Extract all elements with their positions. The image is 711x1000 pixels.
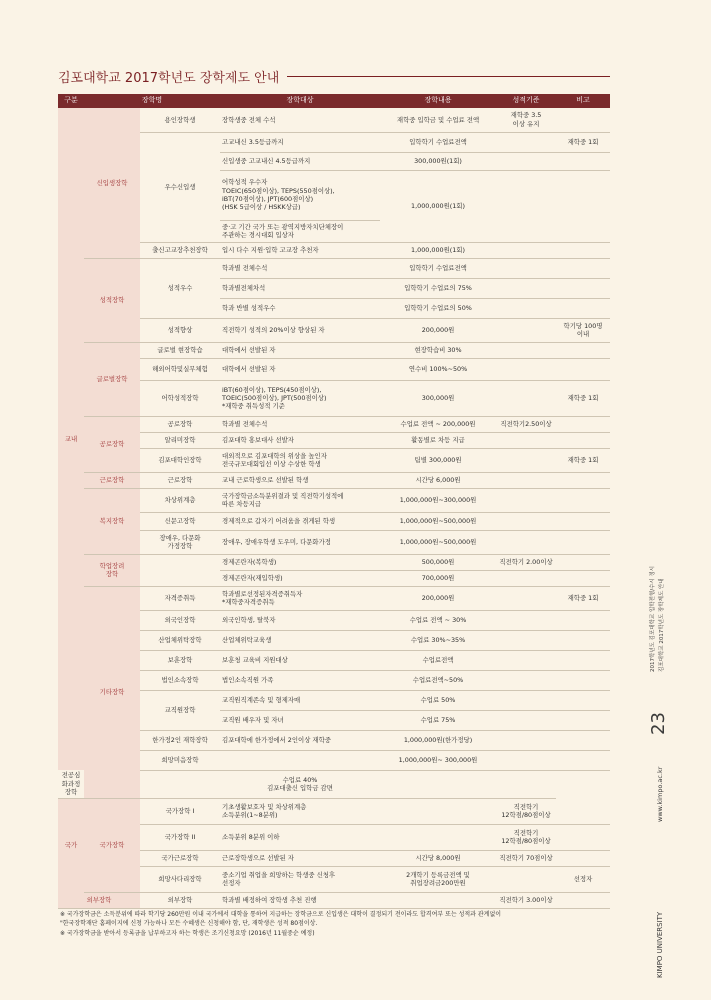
- row-note: [556, 610, 610, 630]
- row-content: 수업료 전액 ~ 30%: [380, 610, 496, 630]
- row-target: 학과별 전체수석: [220, 258, 380, 278]
- row-target: 보훈청 교육비 지원대상: [220, 650, 380, 670]
- row-content: [380, 892, 496, 908]
- row-name: 어학성적장학: [140, 380, 220, 416]
- row-note: [556, 650, 610, 670]
- footnote: "한국장학재단 홈페이지에 신청 가능하나 모든 수혜생은 신청해야 함, 단, 재학생은 성적 80점이상.: [60, 920, 318, 928]
- row-note: [556, 570, 610, 586]
- row-note: [556, 750, 610, 770]
- row-grade: [496, 152, 556, 170]
- row-target: 직전학기 성적의 20%이상 향상된 자: [220, 318, 380, 342]
- row-content: 수업료 40% 김포대출신 입학금 감면: [220, 770, 380, 798]
- row-grade: [496, 710, 556, 730]
- row-name: 전공심화과정장학: [58, 770, 84, 798]
- row-grade: [496, 586, 556, 610]
- row-note: [556, 670, 610, 690]
- row-name: 해외어학및실무체험: [140, 358, 220, 380]
- row-content: 700,000원: [380, 570, 496, 586]
- row-grade: [496, 570, 556, 586]
- row-content: 입학학기 수업료전액: [380, 258, 496, 278]
- category-ipsin: 신입생장학: [84, 108, 140, 258]
- group-gukga: 국가: [58, 798, 84, 892]
- row-content: 입학학기 수업료의 75%: [380, 278, 496, 298]
- row-content: 활동별로 차등 지급: [380, 432, 496, 448]
- table-row: [58, 850, 610, 866]
- row-grade: 직전학기2.50이상: [496, 416, 556, 432]
- row-name: 법인소속장학: [140, 670, 220, 690]
- table-row: [58, 258, 610, 278]
- row-target: 산업체위탁교육생: [220, 630, 380, 650]
- table-row: [58, 432, 610, 448]
- row-name: 산업체위탁장학: [140, 630, 220, 650]
- row-note: 재학중 1회: [556, 448, 610, 472]
- table-row: [58, 690, 610, 710]
- row-grade: [496, 488, 556, 512]
- row-target: 경제곤란자(재입학생): [220, 570, 380, 586]
- row-note: [556, 690, 610, 710]
- category-hakeop: 학업장려 장학: [84, 554, 140, 586]
- row-note: [556, 342, 610, 358]
- category-global: 글로벌장학: [84, 342, 140, 416]
- row-grade: 직전학기 2.00이상: [496, 554, 556, 570]
- row-name: 희망사다리장학: [140, 866, 220, 892]
- row-note: [556, 512, 610, 530]
- row-target: [140, 770, 220, 798]
- row-target: 김포대학에 한가정에서 2인이상 재학중: [220, 730, 380, 750]
- row-target: iBT(60점이상), TEPS(450점이상), TOEIC(500점이상), JPT(500점이상) *재학중 취득성적 기준: [220, 380, 380, 416]
- row-grade: 직전학기 12학점/80점이상: [496, 824, 556, 850]
- row-target: 교내 근로학생으로 선발된 학생: [220, 472, 380, 488]
- row-name: 용인장학생: [140, 108, 220, 132]
- booklet-label: 2017학년도 김포대학교 입학전형/수시 정시: [650, 565, 656, 672]
- row-note: [556, 472, 610, 488]
- row-name: 장애우, 다문화 가정장학: [140, 530, 220, 554]
- row-grade: 재학중 3.5 이상 유지: [496, 108, 556, 132]
- row-name: 국가장학 I: [140, 798, 220, 824]
- row-name: 성적향상: [140, 318, 220, 342]
- table-row: [58, 488, 610, 512]
- row-name: 근로장학: [140, 472, 220, 488]
- row-name: 희망미음장학: [140, 750, 220, 770]
- row-name: 공로장학: [140, 416, 220, 432]
- table-row: [58, 380, 610, 416]
- row-content: 300,000원(1회): [380, 152, 496, 170]
- row-target: 대학에서 선발된 자: [220, 342, 380, 358]
- table-row: [58, 866, 610, 892]
- table-row: [58, 530, 610, 554]
- row-target: 교직원직계존속 및 형제자매: [220, 690, 380, 710]
- row-note: [556, 416, 610, 432]
- row-target: 소득분위 8분위 이하: [220, 824, 380, 850]
- table-row: [58, 512, 610, 530]
- row-grade: [496, 432, 556, 448]
- category-geunro: 근로장학: [84, 472, 140, 488]
- row-content: 수업료 75%: [380, 710, 496, 730]
- row-target: 기초생활보호자 및 차상위계층 소득분위(1~8분위): [220, 798, 380, 824]
- row-target: 중·고 기간 국가 또는 광역지방자치단체장이 주관하는 경시대회 입상자: [220, 220, 380, 242]
- row-note: 재학중 1회: [556, 132, 610, 152]
- row-grade: [496, 730, 556, 750]
- row-content: 2개학기 등록금전액 및 취업장려금200만원: [380, 866, 496, 892]
- row-content: 500,000원: [380, 554, 496, 570]
- row-grade: [496, 380, 556, 416]
- category-bokji: 복지장학: [84, 488, 140, 554]
- row-content: 1,000,000원(1회): [380, 170, 496, 242]
- table-row: [58, 242, 610, 258]
- row-content: 시간당 8,000원: [380, 850, 496, 866]
- university-name: KIMPO UNIVERSITY: [656, 911, 664, 978]
- row-name: [140, 554, 220, 586]
- row-name: 자격증취득: [140, 586, 220, 610]
- table-row: [58, 586, 610, 610]
- row-target: 대외적으로 김포대학의 위상을 높인자 전국규모대회입선 이상 수상한 학생: [220, 448, 380, 472]
- row-note: [556, 432, 610, 448]
- header-grade: 성적기준: [496, 94, 556, 108]
- row-target: 학과별 배정하여 장학생 추천 진행: [220, 892, 380, 908]
- row-target: 학과 반별 성적우수: [220, 298, 380, 318]
- row-content: 입학학기 수업료전액: [380, 132, 496, 152]
- row-name: 성적우수: [140, 258, 220, 318]
- category-gongro: 공로장학: [84, 416, 140, 472]
- row-target: 중소기업 취업을 희망하는 학생중 신청후 선정자: [220, 866, 380, 892]
- row-target: 국가장학금소득분위결과 및 직전학기성적에 따른 차등지급: [220, 488, 380, 512]
- title-rule: [287, 76, 610, 77]
- row-target: 교직원 배우자 및 자녀: [220, 710, 380, 730]
- row-grade: [496, 358, 556, 380]
- row-content: 수업료전액~50%: [380, 670, 496, 690]
- row-note: [556, 730, 610, 750]
- table-row: [58, 798, 610, 824]
- table-row: [58, 448, 610, 472]
- website-link[interactable]: www.kimpo.ac.kr: [656, 766, 664, 822]
- table-header-row: [58, 94, 610, 108]
- row-target: 학과별전체차석: [220, 278, 380, 298]
- table-row: [58, 132, 610, 152]
- header-division: 구분: [58, 94, 84, 108]
- header-note: 비고: [556, 94, 610, 108]
- row-grade: [496, 512, 556, 530]
- row-target: 법인소속직원 가족: [220, 670, 380, 690]
- row-name: 신문고장학: [140, 512, 220, 530]
- row-note: [556, 710, 610, 730]
- row-note: [556, 242, 610, 258]
- row-target: 경제곤란자(복학생): [220, 554, 380, 570]
- row-grade: [496, 170, 556, 242]
- row-content: 1,000,000원(1회): [380, 242, 496, 258]
- row-grade: [496, 866, 556, 892]
- row-content: 수업료전액: [380, 650, 496, 670]
- table-row: [58, 472, 610, 488]
- row-note: [556, 278, 610, 298]
- header-name: 장학명: [84, 94, 220, 108]
- scholarship-table: [58, 94, 610, 909]
- row-content: 연수비 100%~50%: [380, 358, 496, 380]
- row-name: 우수신입생: [140, 132, 220, 242]
- row-note: [496, 770, 556, 798]
- row-content: 수업료 50%: [380, 690, 496, 710]
- category-oebu: 외부장학: [58, 892, 140, 908]
- row-target: 고교내신 3.5등급까지: [220, 132, 380, 152]
- row-grade: [496, 750, 556, 770]
- row-target: 근로장학생으로 선발된 자: [220, 850, 380, 866]
- title-row: [58, 66, 610, 86]
- row-note: [556, 892, 610, 908]
- row-name: 국가근로장학: [140, 850, 220, 866]
- booklet-label-2: 김포대학교 2017학년도 장학제도 안내: [659, 578, 665, 672]
- row-note: [556, 152, 610, 170]
- row-content: 200,000원: [380, 318, 496, 342]
- row-note: [556, 630, 610, 650]
- row-name: 한가정2인 재학장학: [140, 730, 220, 750]
- table-row: [58, 730, 610, 750]
- table-row: [58, 554, 610, 570]
- row-name: 김포대학인장학: [140, 448, 220, 472]
- row-grade: 직전학기 70점이상: [496, 850, 556, 866]
- row-content: 1,000,000원~500,000원: [380, 512, 496, 530]
- table-row: [58, 108, 610, 132]
- page-number: 23: [648, 712, 669, 735]
- row-name: 국가장학 II: [140, 824, 220, 850]
- row-note: [556, 798, 610, 824]
- category-seongjeok: 성적장학: [84, 258, 140, 342]
- row-target: 경제적으로 갑자기 어려움을 겪게된 학생: [220, 512, 380, 530]
- row-content: 수업료 30%~35%: [380, 630, 496, 650]
- row-name: 글로벌 현장학습: [140, 342, 220, 358]
- table-row: [58, 650, 610, 670]
- row-note: [556, 358, 610, 380]
- table-row: [58, 610, 610, 630]
- row-content: [380, 824, 496, 850]
- row-grade: 직전학기 12학점/80점이상: [496, 798, 556, 824]
- row-name: 출신고교장추천장학: [140, 242, 220, 258]
- row-grade: [496, 448, 556, 472]
- row-content: 1,000,000원(한가정당): [380, 730, 496, 750]
- row-note: [556, 850, 610, 866]
- table-row: [58, 892, 610, 908]
- row-target: 어학성적 우수자 TOEIC(650점이상), TEPS(550점이상), iBT(70점이상), JPT(600점이상) (HSK 5급이상 / HSKK상급): [220, 170, 380, 220]
- row-content: 1,000,000원~300,000원: [380, 488, 496, 512]
- row-content: 현장학습비 30%: [380, 342, 496, 358]
- row-note: [556, 530, 610, 554]
- row-grade: [496, 530, 556, 554]
- row-note: 재학중 1회: [556, 586, 610, 610]
- page-title: 김포대학교 2017학년도 장학제도 안내: [58, 70, 280, 86]
- header-content: 장학내용: [380, 94, 496, 108]
- footnotes: [60, 910, 620, 938]
- table-row: [58, 670, 610, 690]
- row-grade: [496, 242, 556, 258]
- row-content: 입학학기 수업료의 50%: [380, 298, 496, 318]
- table-row: [58, 770, 610, 798]
- row-grade: [496, 298, 556, 318]
- row-target: 장애우, 장애우학생 도우미, 다문화가정: [220, 530, 380, 554]
- row-grade: [496, 258, 556, 278]
- row-content: 300,000원: [380, 380, 496, 416]
- row-grade: [496, 650, 556, 670]
- row-note: [556, 258, 610, 278]
- row-target: 학과별로선정된자격증취득자 *재학중자격증취득: [220, 586, 380, 610]
- row-target: 김포대학 홍보대사 선발자: [220, 432, 380, 448]
- category-gita: 기타장학: [84, 586, 140, 798]
- row-grade: [380, 770, 496, 798]
- row-content: 시간당 6,000원: [380, 472, 496, 488]
- table-row: [58, 358, 610, 380]
- row-note: 학기당 100명 이내: [556, 318, 610, 342]
- row-content: 팀별 300,000원: [380, 448, 496, 472]
- table-row: [58, 416, 610, 432]
- row-target: 입시 다수 지원·입학 고교장 추천자: [220, 242, 380, 258]
- row-name: 차상위계층: [140, 488, 220, 512]
- row-grade: [496, 318, 556, 342]
- row-note: 재학중 1회: [556, 380, 610, 416]
- row-grade: [496, 690, 556, 710]
- row-name: 교직원장학: [140, 690, 220, 730]
- header-target: 장학대상: [220, 94, 380, 108]
- row-name: 외부장학: [140, 892, 220, 908]
- row-name: 외국인장학: [140, 610, 220, 630]
- row-target: [220, 750, 380, 770]
- row-note: [556, 108, 610, 132]
- row-target: 장학생중 전체 수석: [220, 108, 380, 132]
- group-gyonae: 교내: [58, 108, 84, 770]
- row-grade: 직전학기 3.00이상: [496, 892, 556, 908]
- row-grade: [496, 278, 556, 298]
- row-grade: [496, 342, 556, 358]
- footnote: ※ 국가장학금을 받아서 등록금을 납부하고자 하는 학생은 조기신청요망 (2016년 11월중순 예정): [60, 929, 315, 937]
- table-row: [58, 318, 610, 342]
- row-content: 재학중 입학금 및 수업료 전액: [380, 108, 496, 132]
- table-row: [58, 824, 610, 850]
- row-note: [556, 298, 610, 318]
- table-row: [58, 630, 610, 650]
- row-grade: [496, 132, 556, 152]
- table-row: [58, 750, 610, 770]
- row-note: [556, 824, 610, 850]
- table-row: [58, 342, 610, 358]
- row-name: 알리미장학: [140, 432, 220, 448]
- row-note: [556, 554, 610, 570]
- row-target: 외국인학생, 탈북자: [220, 610, 380, 630]
- category-gukga: 국가장학: [84, 798, 140, 892]
- row-grade: [496, 670, 556, 690]
- row-grade: [496, 630, 556, 650]
- row-content: 200,000원: [380, 586, 496, 610]
- row-target: 신입생중 고교내신 4.5등급까지: [220, 152, 380, 170]
- row-content: 1,000,000원~500,000원: [380, 530, 496, 554]
- footnote: ※ 국가장학금은 소득분위에 따라 학기당 260만원 이내 국가에서 대학을 통하여 지급하는 장학금으로 신입생은 대학이 결정되기 전이라도 합격여부 또는 성적과 관계없이: [60, 911, 502, 918]
- row-content: [380, 798, 496, 824]
- row-note: [556, 170, 610, 242]
- row-content: 수업료 전액 ~ 200,000원: [380, 416, 496, 432]
- row-grade: [496, 472, 556, 488]
- row-target: 대학에서 선발된 자: [220, 358, 380, 380]
- row-target: 학과별 전체수석: [220, 416, 380, 432]
- row-name: 보훈장학: [140, 650, 220, 670]
- row-grade: [496, 610, 556, 630]
- row-content: 1,000,000원~ 300,000원: [380, 750, 496, 770]
- row-note: [556, 488, 610, 512]
- row-note: 선정자: [556, 866, 610, 892]
